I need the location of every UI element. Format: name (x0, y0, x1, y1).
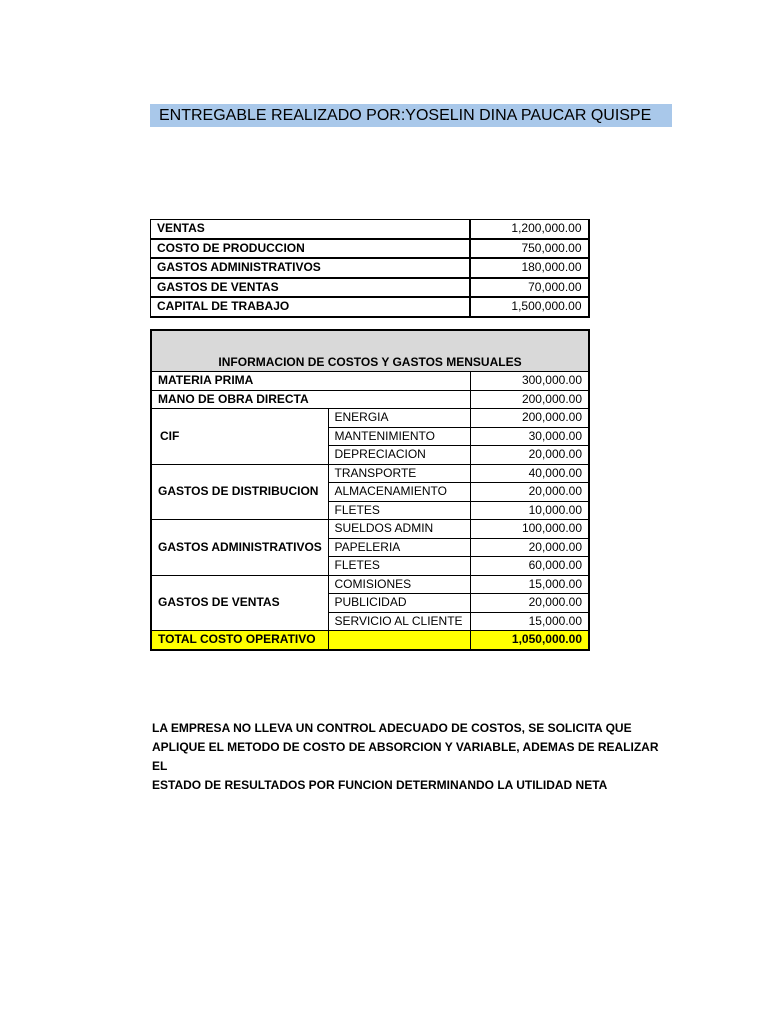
total-value: 1,050,000.00 (470, 631, 589, 650)
table-row (151, 409, 589, 428)
table-row (151, 520, 589, 539)
item-value: 100,000.00 (470, 520, 589, 539)
item-label: MANTENIMIENTO (328, 427, 470, 446)
direct-label: MATERIA PRIMA (151, 372, 470, 391)
item-value: 20,000.00 (470, 538, 589, 557)
detail-header: INFORMACION DE COSTOS Y GASTOS MENSUALES (151, 330, 589, 372)
table-row (151, 297, 589, 317)
item-value: 20,000.00 (470, 594, 589, 613)
instructions-text: LA EMPRESA NO LLEVA UN CONTROL ADECUADO DE COSTOS, SE SOLICITA QUE APLIQUE EL METODO DE COSTO DE ABSORCION Y VARIABLE, ADEMAS DE REALIZAR EL ESTADO DE RESULTADOS POR FUNCION DETERMINANDO LA UTILIDAD NETA (152, 721, 659, 792)
total-row (151, 631, 589, 650)
item-label: FLETES (328, 501, 470, 520)
summary-label: GASTOS ADMINISTRATIVOS (151, 258, 470, 278)
direct-value: 200,000.00 (470, 390, 589, 409)
group-name: GASTOS DE DISTRIBUCION (151, 464, 328, 520)
item-value: 60,000.00 (470, 557, 589, 576)
item-label: FLETES (328, 557, 470, 576)
direct-value: 300,000.00 (470, 372, 589, 391)
summary-value: 1,500,000.00 (470, 297, 589, 317)
table-row (151, 278, 589, 298)
group-name: CIF (151, 409, 328, 465)
item-label: ENERGIA (328, 409, 470, 428)
item-label: SERVICIO AL CLIENTE (328, 612, 470, 631)
summary-value: 180,000.00 (470, 258, 589, 278)
page-title: ENTREGABLE REALIZADO POR:YOSELIN DINA PAUCAR QUISPE (150, 104, 672, 127)
item-label: TRANSPORTE (328, 464, 470, 483)
item-label: COMISIONES (328, 575, 470, 594)
table-row (151, 372, 589, 391)
item-label: DEPRECIACION (328, 446, 470, 465)
table-row (151, 390, 589, 409)
item-value: 20,000.00 (470, 483, 589, 502)
summary-label: VENTAS (151, 220, 470, 239)
summary-value: 70,000.00 (470, 278, 589, 298)
group-name: GASTOS ADMINISTRATIVOS (151, 520, 328, 576)
cost-detail-table (150, 329, 590, 651)
item-value: 15,000.00 (470, 612, 589, 631)
summary-value: 750,000.00 (470, 239, 589, 259)
table-row (151, 575, 589, 594)
item-value: 15,000.00 (470, 575, 589, 594)
table-row (151, 258, 589, 278)
table-row (151, 464, 589, 483)
item-value: 30,000.00 (470, 427, 589, 446)
item-label: PAPELERIA (328, 538, 470, 557)
total-label: TOTAL COSTO OPERATIVO (151, 631, 328, 650)
direct-label: MANO DE OBRA DIRECTA (151, 390, 470, 409)
item-value: 200,000.00 (470, 409, 589, 428)
summary-label: CAPITAL DE TRABAJO (151, 297, 470, 317)
item-label: SUELDOS ADMIN (328, 520, 470, 539)
item-value: 20,000.00 (470, 446, 589, 465)
summary-label: COSTO DE PRODUCCION (151, 239, 470, 259)
table-row (151, 239, 589, 259)
table-row (151, 220, 589, 239)
group-name: GASTOS DE VENTAS (151, 575, 328, 631)
total-empty-cell (328, 631, 470, 650)
summary-table (150, 219, 590, 318)
summary-label: GASTOS DE VENTAS (151, 278, 470, 298)
item-value: 10,000.00 (470, 501, 589, 520)
summary-value: 1,200,000.00 (470, 220, 589, 239)
item-label: ALMACENAMIENTO (328, 483, 470, 502)
item-label: PUBLICIDAD (328, 594, 470, 613)
item-value: 40,000.00 (470, 464, 589, 483)
